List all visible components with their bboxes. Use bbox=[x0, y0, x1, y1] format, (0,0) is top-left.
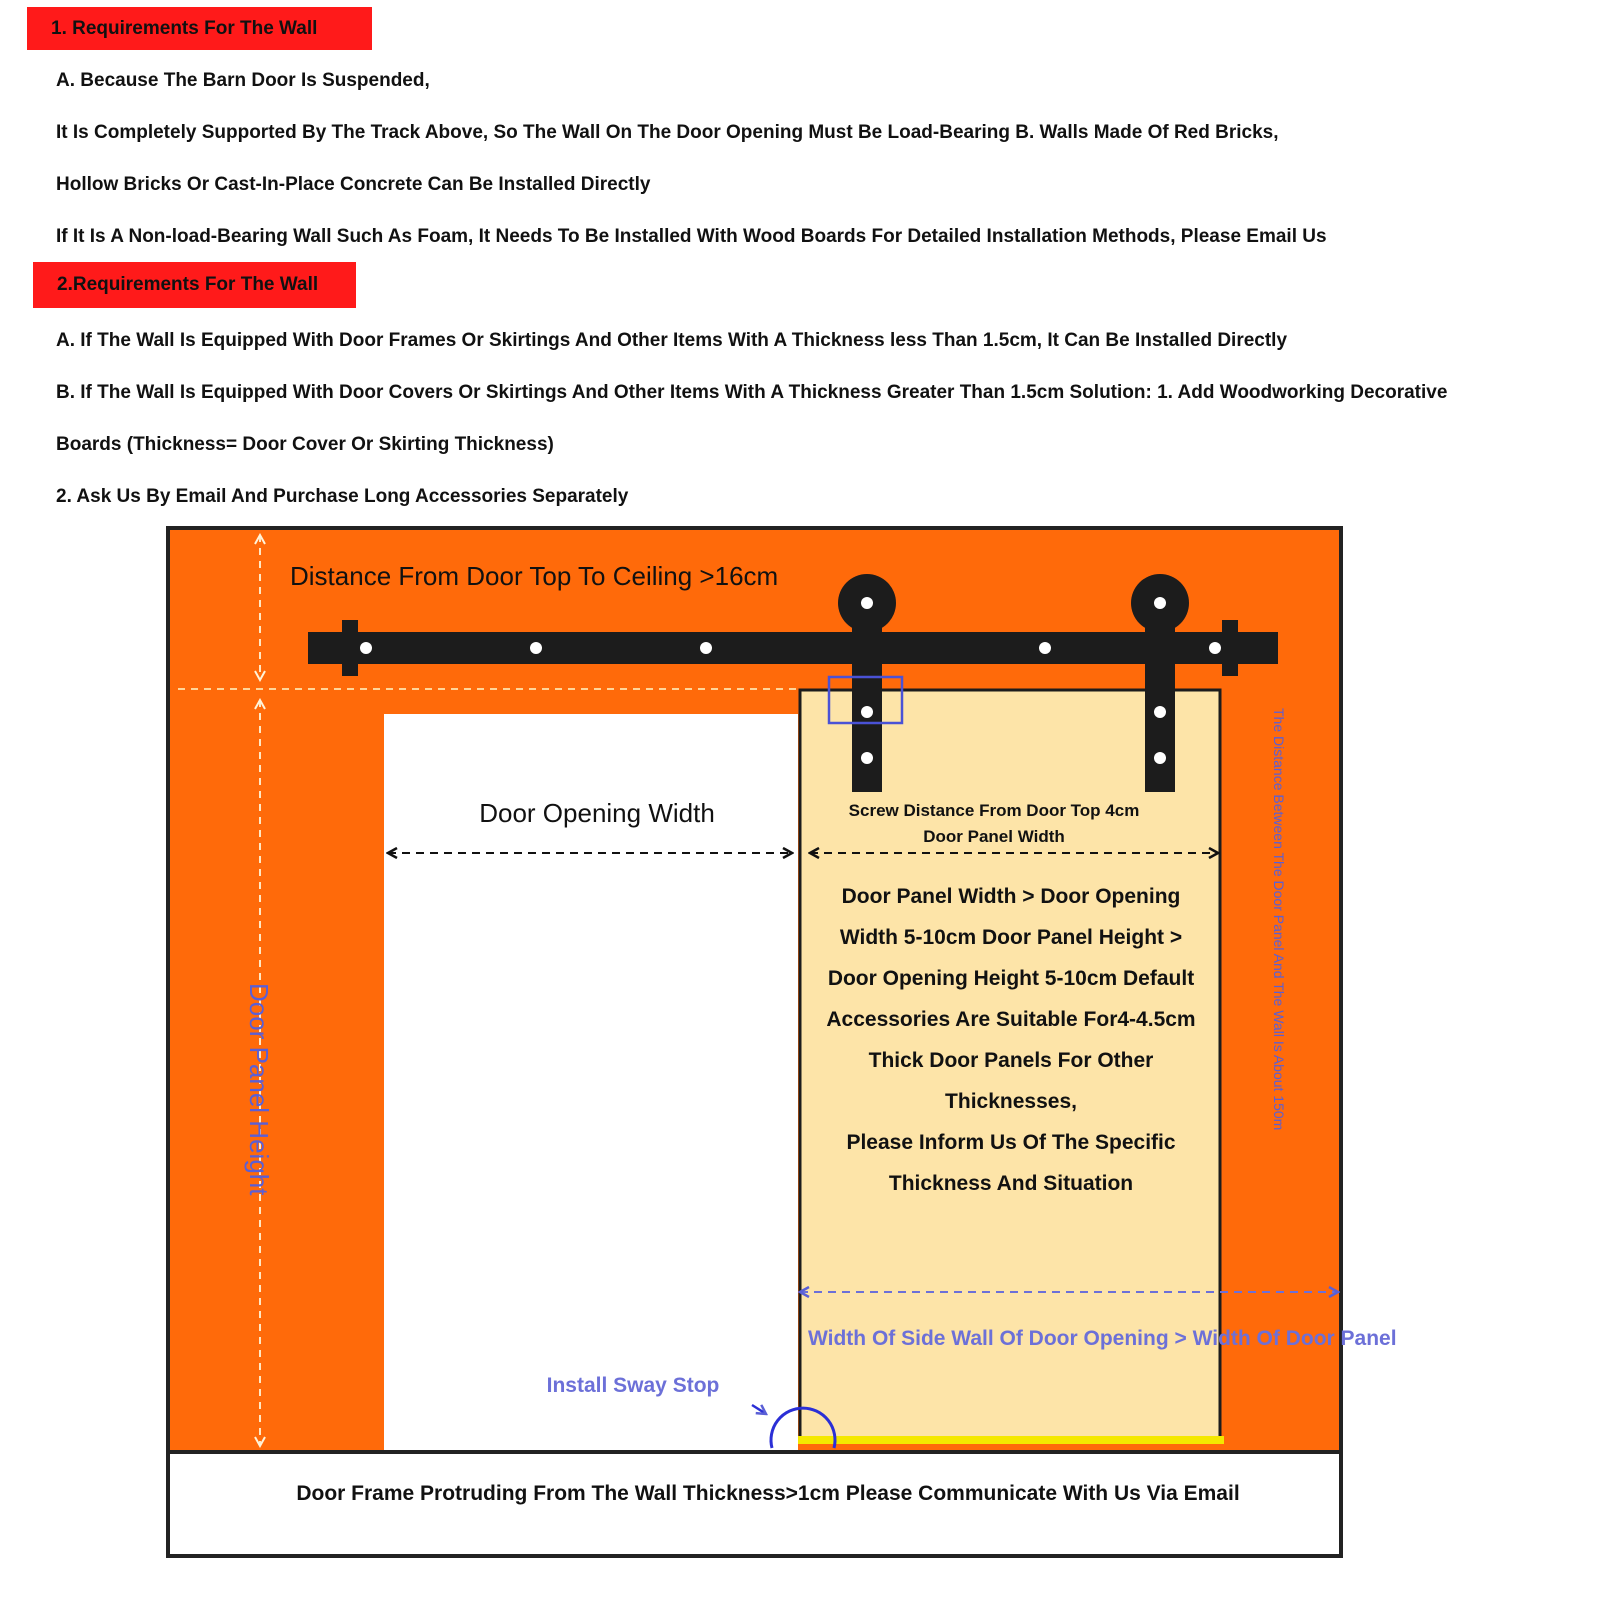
panel-note-line: Thicknesses, bbox=[945, 1090, 1077, 1113]
section2-line-2: B. If The Wall Is Equipped With Door Covers Or Skirtings And Other Items With A Thickness Greater Than 1.5cm Solution: 1. Add Woodworking Decorative bbox=[56, 382, 1448, 403]
track-bolt bbox=[1039, 642, 1051, 654]
track-stopper-left bbox=[342, 620, 358, 676]
panel-note-line: Accessories Are Suitable For4-4.5cm bbox=[826, 1008, 1196, 1031]
track-bolt bbox=[700, 642, 712, 654]
section2-line-1: A. If The Wall Is Equipped With Door Frames Or Skirtings And Other Items With A Thickness less Than 1.5cm, It Can Be Installed Directly bbox=[56, 330, 1288, 351]
section1-header: 1. Requirements For The Wall bbox=[27, 7, 372, 50]
section1-line-4: If It Is A Non-load-Bearing Wall Such As Foam, It Needs To Be Installed With Wood Boards For Detailed Installation Methods, Please Email Us bbox=[56, 226, 1327, 247]
section2-line-3: Boards (Thickness= Door Cover Or Skirting Thickness) bbox=[56, 434, 554, 455]
panel-note-line: Thickness And Situation bbox=[888, 1172, 1134, 1195]
opening-width-label: Door Opening Width bbox=[479, 798, 715, 828]
screw-distance-label: Screw Distance From Door Top 4cm bbox=[848, 801, 1140, 820]
track-stopper-right bbox=[1222, 620, 1238, 676]
section2-line-4: 2. Ask Us By Email And Purchase Long Accessories Separately bbox=[56, 486, 629, 507]
panel-note-line: Width 5-10cm Door Panel Height > bbox=[839, 926, 1183, 949]
sway-stop-label: Install Sway Stop bbox=[546, 1374, 720, 1397]
track-bolt bbox=[530, 642, 542, 654]
side-wall-label: Width Of Side Wall Of Door Opening > Width Of Door Panel bbox=[808, 1327, 1397, 1350]
section1-line-1: A. Because The Barn Door Is Suspended, bbox=[56, 70, 430, 91]
panel-height-label: Door Panel Height bbox=[244, 983, 274, 1196]
panel-note-line: Thick Door Panels For Other bbox=[868, 1049, 1154, 1072]
panel-width-label: Door Panel Width bbox=[923, 827, 1065, 846]
section1-line-3: Hollow Bricks Or Cast-In-Place Concrete Can Be Installed Directly bbox=[56, 174, 651, 195]
track-bolt bbox=[360, 642, 372, 654]
floor-guide-strip bbox=[798, 1436, 1224, 1444]
section1-line-2: It Is Completely Supported By The Track Above, So The Wall On The Door Opening Must Be Load-Bearing B. Walls Made Of Red Bricks, bbox=[56, 122, 1279, 143]
track-bolt bbox=[1209, 642, 1221, 654]
panel-note-line: Door Opening Height 5-10cm Default bbox=[827, 967, 1195, 990]
panel-note-line: Please Inform Us Of The Specific bbox=[846, 1131, 1176, 1154]
track-rail bbox=[308, 632, 1278, 664]
panel-note-line: Door Panel Width > Door Opening bbox=[841, 885, 1181, 908]
section2-header: 2.Requirements For The Wall bbox=[33, 262, 356, 308]
bottom-note: Door Frame Protruding From The Wall Thickness>1cm Please Communicate With Us Via Email bbox=[296, 1482, 1240, 1505]
ceiling-distance-label: Distance From Door Top To Ceiling >16cm bbox=[290, 561, 779, 591]
side-distance-label: The Distance Between The Door Panel And The Wall Is About 150m bbox=[1271, 708, 1287, 1131]
